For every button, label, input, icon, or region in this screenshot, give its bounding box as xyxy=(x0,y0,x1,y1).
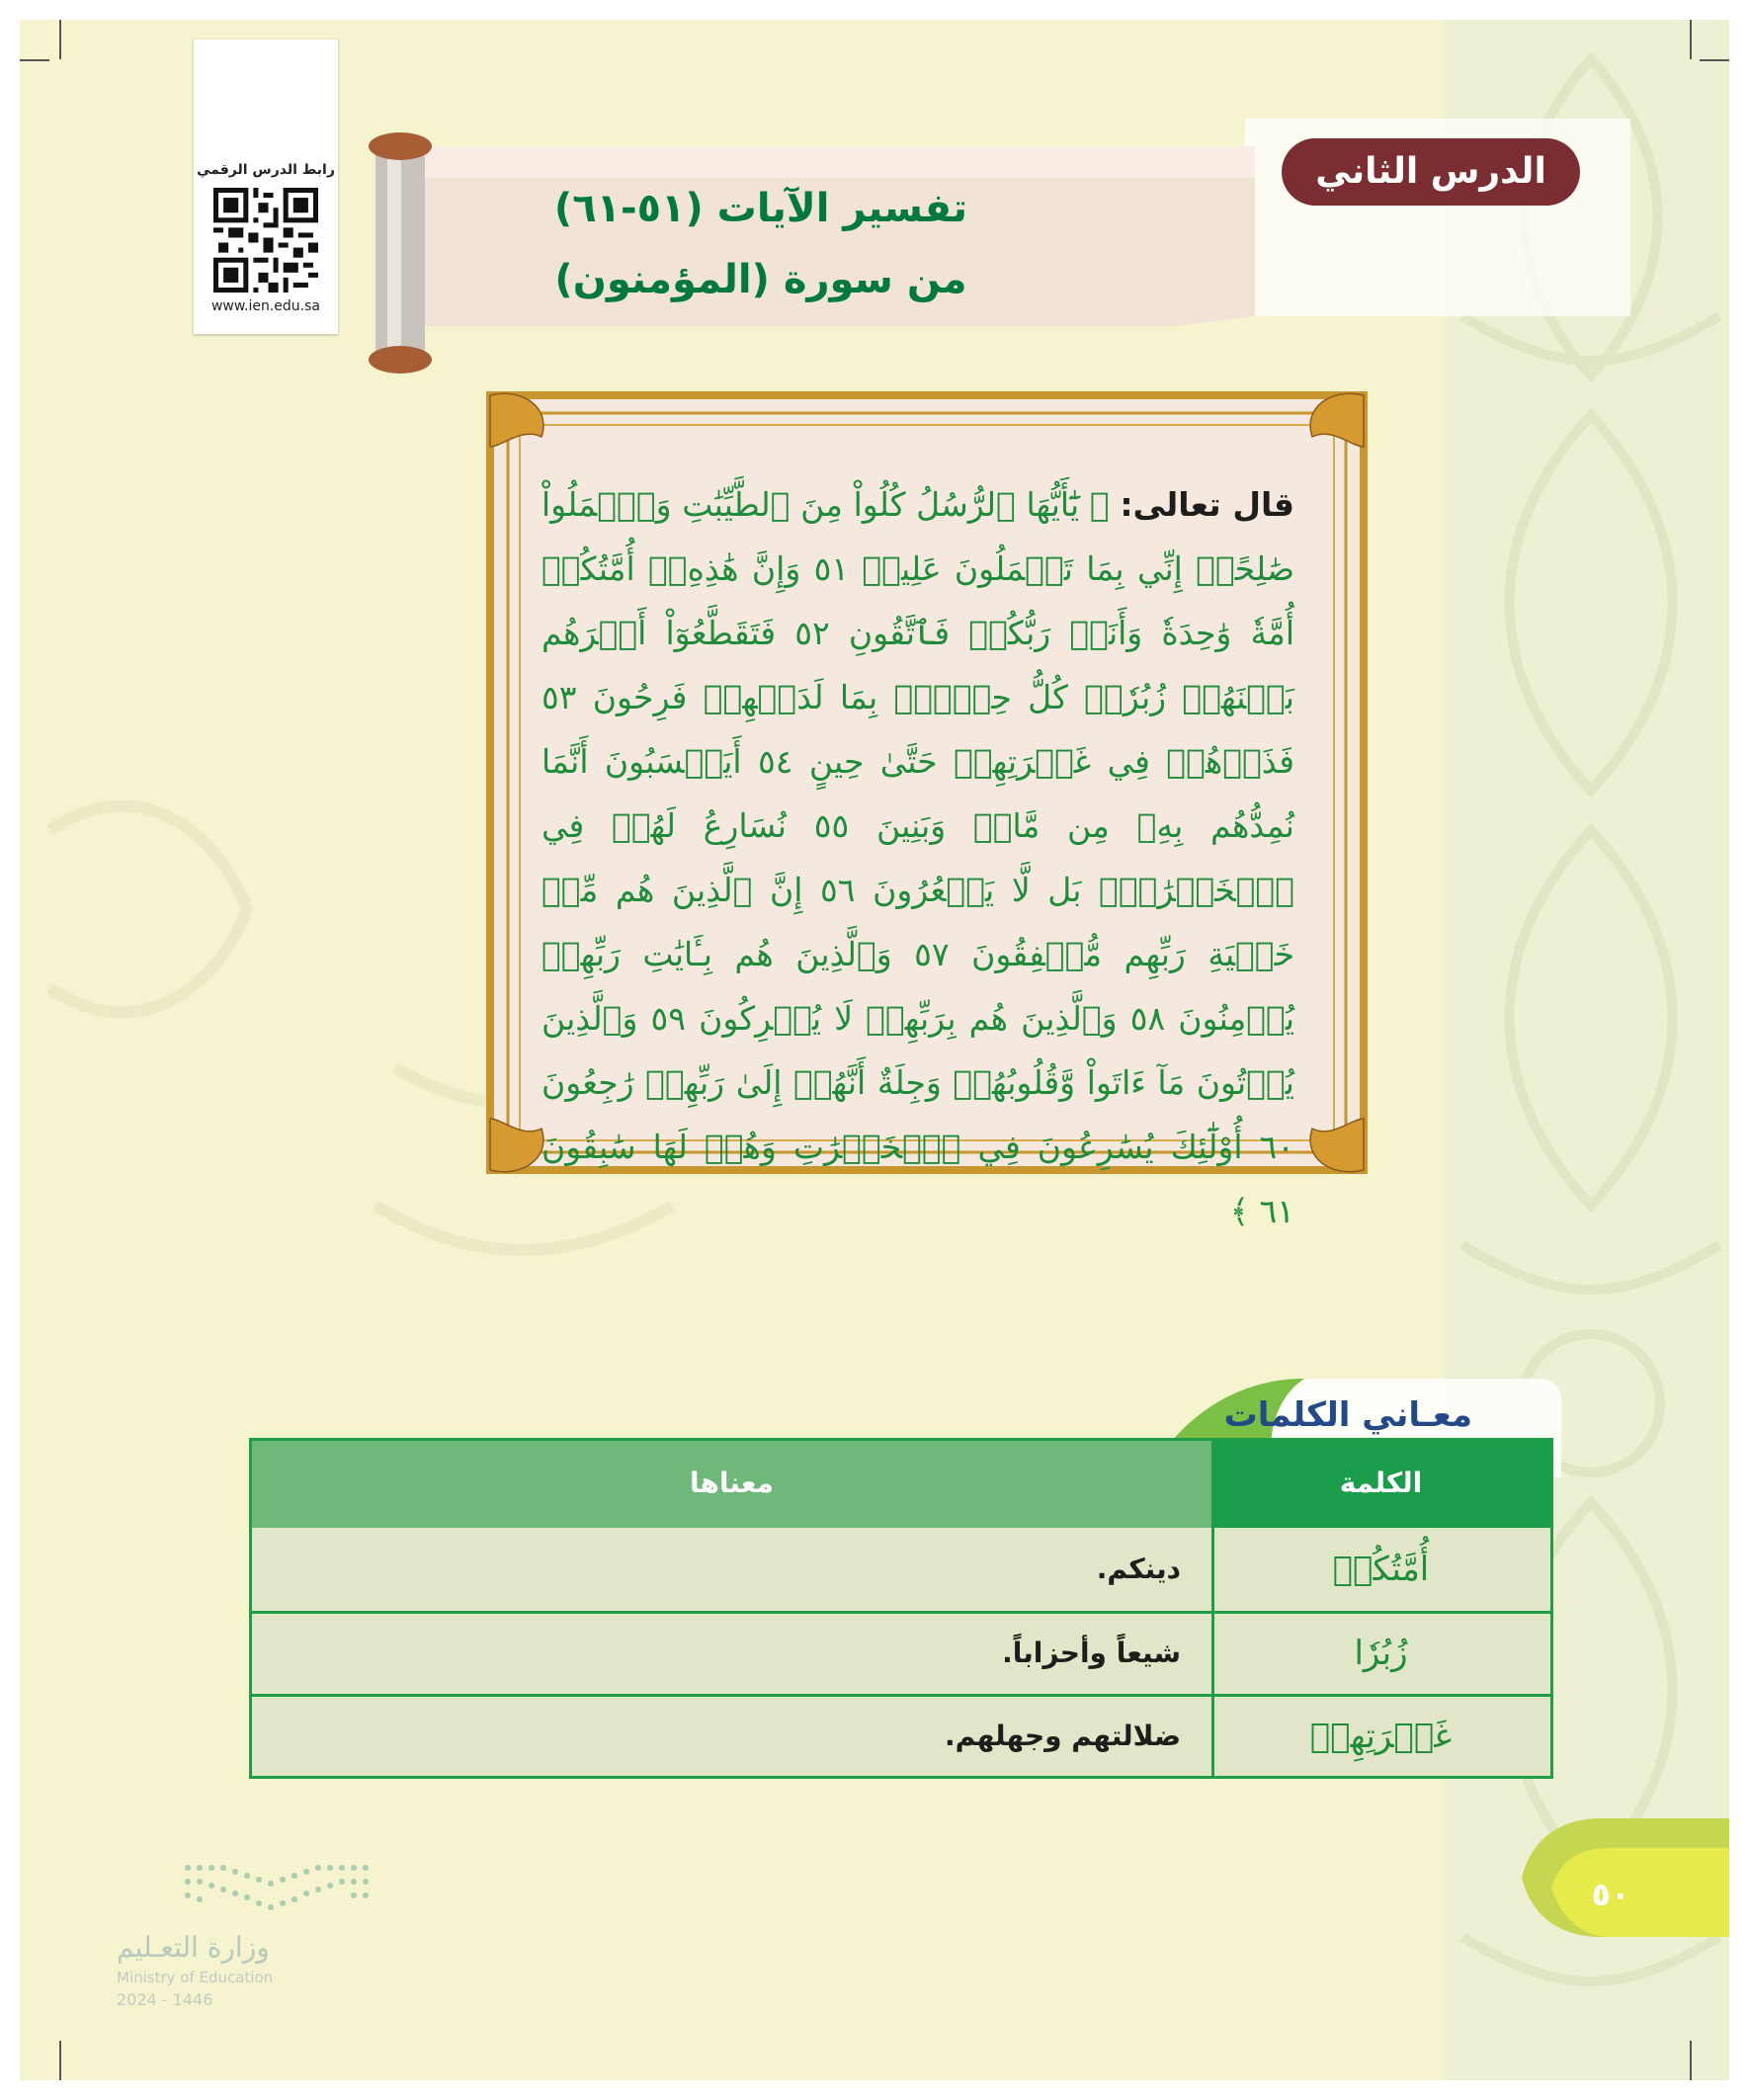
table-cell-word: زُبُرٗا xyxy=(1354,1634,1408,1673)
ministry-name-ar: وزارة التعـليم xyxy=(117,1931,270,1964)
table-header-meaning: معناها xyxy=(252,1441,1211,1528)
crop-mark xyxy=(1700,59,1729,61)
meanings-title: معـاني الكلمات xyxy=(1223,1395,1472,1435)
ministry-logo-icon xyxy=(178,1858,375,1917)
crop-mark xyxy=(20,59,49,61)
crop-mark xyxy=(59,2041,61,2080)
crop-mark xyxy=(1690,20,1692,59)
ministry-name-en: Ministry of Education xyxy=(117,1969,274,1986)
verse-intro: قال تعالى: xyxy=(1120,485,1294,524)
crop-mark xyxy=(1690,2041,1692,2080)
crop-mark xyxy=(59,20,61,59)
ministry-year: 2024 - 1446 xyxy=(117,1990,213,2009)
table-cell-word: أُمَّتُكُمۡ xyxy=(1332,1550,1430,1589)
qr-card[interactable] xyxy=(194,40,338,334)
table-cell-meaning: دينكم. xyxy=(1096,1553,1181,1585)
qr-code-icon[interactable] xyxy=(213,188,318,293)
textbook-page xyxy=(20,20,1729,2080)
qr-url[interactable]: www.ien.edu.sa xyxy=(210,298,321,314)
page-number: ٥٠ xyxy=(1591,1876,1630,1913)
lesson-title-line1: تفسير الآيات (٥١-٦١) xyxy=(553,186,968,231)
lesson-title-line2: من سورة (المؤمنون) xyxy=(554,257,967,302)
lesson-badge: الدرس الثاني xyxy=(1282,138,1580,206)
quran-verse xyxy=(541,472,1294,1230)
table-cell-meaning: شيعاً وأحزاباً. xyxy=(1002,1637,1181,1669)
table-cell-meaning: ضلالتهم وجهلهم. xyxy=(944,1720,1181,1752)
verse-text: ﴿ يَٰٓأَيُّهَا ٱلرُّسُلُ كُلُواْ مِنَ ٱلطَّيِّبَٰتِ وَٱعۡمَلُواْ صَٰلِحًاۖ إِنِّي بِمَا تَعۡمَلُونَ عَلِيمٞ ٥١ وَإِنَّ هَٰذِهِۦٓ أُمَّتُكُمۡ أُمَّةٗ وَٰحِدَةٗ وَأَنَا۠ رَبُّكُمۡ فَٱتَّقُونِ ٥٢ فَتَقَطَّعُوٓاْ أَمۡرَهُم بَيۡنَهُمۡ زُبُرٗاۖ كُلُّ حِزۡبِۭ بِمَا لَدَيۡهِمۡ فَرِحُونَ ٥٣ فَذَرۡهُمۡ فِي غَمۡرَتِهِمۡ حَتَّىٰ حِينٍ ٥٤ أَيَحۡسَبُونَ أَنَّمَا نُمِدُّهُم بِهِۦ مِن مَّالٖ وَبَنِينَ ٥٥ نُسَارِعُ لَهُمۡ فِي ٱلۡخَيۡرَٰتِۚ بَل لَّا يَشۡعُرُونَ ٥٦ إِنَّ ٱلَّذِينَ هُم مِّنۡ خَشۡيَةِ رَبِّهِم مُّشۡفِقُونَ ٥٧ وَٱلَّذِينَ هُم بِـَٔايَٰتِ رَبِّهِمۡ يُؤۡمِنُونَ ٥٨ وَٱلَّذِينَ هُم بِرَبِّهِمۡ لَا يُشۡرِكُونَ ٥٩ وَٱلَّذِينَ يُؤۡتُونَ مَآ ءَاتَواْ وَّقُلُوبُهُمۡ وَجِلَةٌ أَنَّهُمۡ إِلَىٰ رَبِّهِمۡ رَٰجِعُونَ ٦٠ أُوْلَٰٓئِكَ يُسَٰرِعُونَ فِي ٱلۡخَيۡرَٰتِ وَهُمۡ لَهَا سَٰبِقُونَ ٦١ ﴾ xyxy=(541,485,1294,1230)
title-scroll xyxy=(366,119,1275,385)
qr-label: رابط الدرس الرقمي xyxy=(197,162,335,178)
table-header-word: الكلمة xyxy=(1211,1441,1550,1528)
table-cell-word: غَمۡرَتِهِمۡ xyxy=(1309,1717,1453,1756)
meanings-table xyxy=(249,1438,1553,1779)
